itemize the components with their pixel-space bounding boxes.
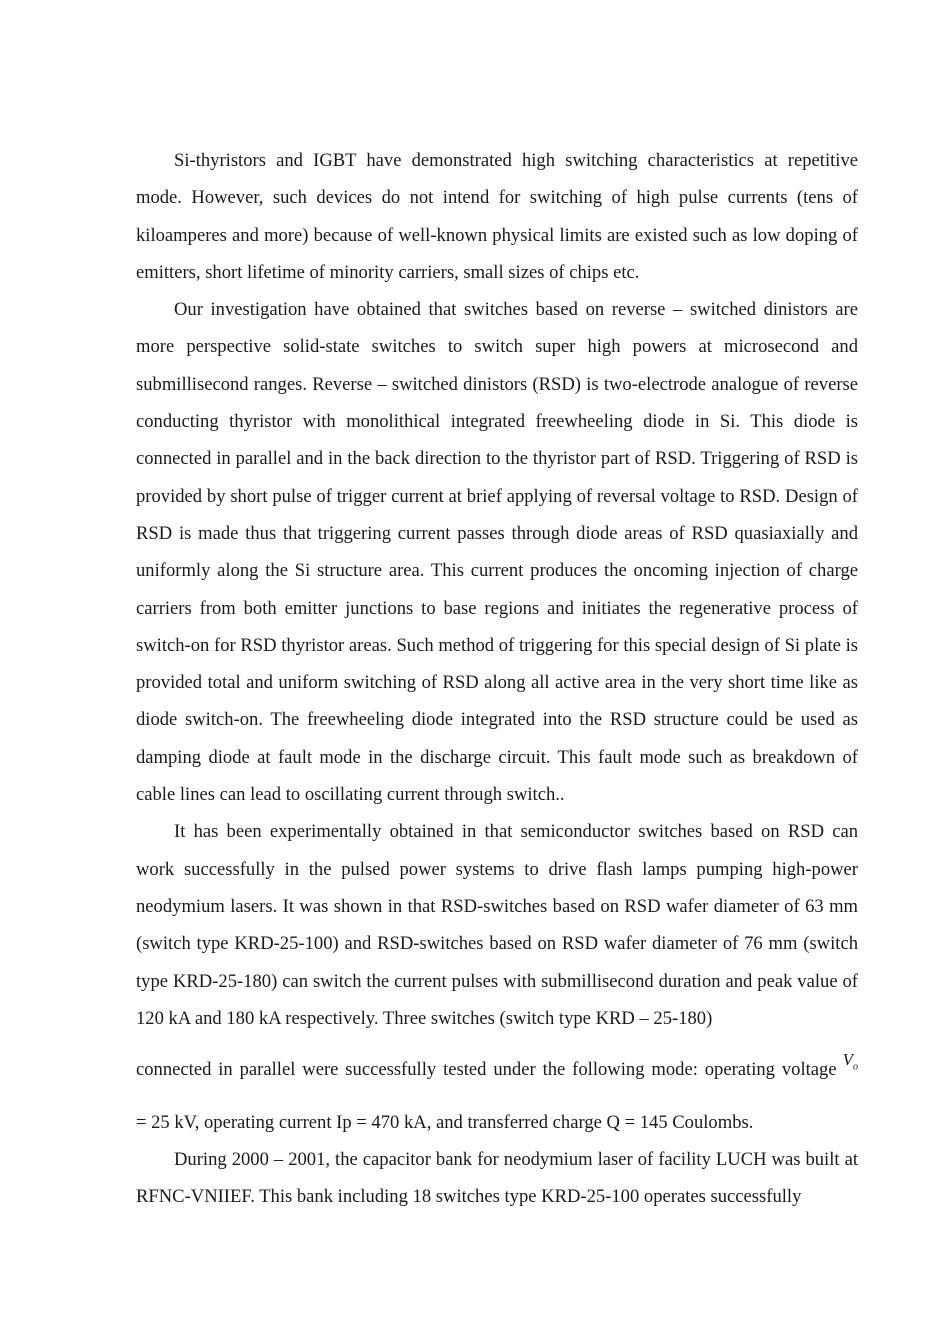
paragraph-operating-values: = 25 kV, operating current Ip = 470 kA, and transferred charge Q = 145 Coulombs. <box>136 1111 754 1133</box>
paragraph-rsd-description: Our investigation have obtained that switches based on reverse – switched dinistors are more perspective solid-state switches to switch super high powers at microsecond and submillisecond ranges. Reverse – switched dinistors (RSD) is two-electrode analogue of reverse conducting thyristor with monolithical integrated freewheeling diode in Si. This diode is connected in parallel and in the back direction to the thyristor part of RSD. Triggering of RSD is provided by short pulse of trigger current at brief applying of reversal voltage to RSD. Design of RSD is made thus that triggering current passes through diode areas of RSD quasiaxially and uniformly along the Si structure area. This current produces the oncoming injection of charge carriers from both emitter junctions to base regions and initiates the regenerative process of switch-on for RSD thyristor areas. Such method of triggering for this special design of Si plate is provided total and uniform switching of RSD along all active area in the very short time like as diode switch-on. The freewheeling diode integrated into the RSD structure could be used as damping diode at fault mode in the discharge circuit. This fault mode such as breakdown of cable lines can lead to oscillating current through switch.. <box>136 299 858 806</box>
formula-subscript: o <box>853 1061 858 1073</box>
formula-symbol: V <box>842 1050 853 1070</box>
paragraph-rsd-experiments: It has been experimentally obtained in that semiconductor switches based on RSD can work successfully in the pulsed power systems to drive flash lamps pumping high-power neodymium lasers. It was shown in that RSD-switches based on RSD wafer diameter of 63 mm (switch type KRD-25-100) and RSD-switches based on RSD wafer diameter of 76 mm (switch type KRD-25-180) can switch the current pulses with submillisecond duration and peak value of 120 kA and 180 kA respectively. Three switches (switch type KRD – 25-180) <box>136 821 858 1029</box>
paragraph-luch-facility: During 2000 – 2001, the capacitor bank for neodymium laser of facility LUCH was built at RFNC-VNIIEF. This bank including 18 switches type KRD-25-100 operates successfully <box>136 1149 858 1208</box>
operating-voltage-text: connected in parallel were successfully tested under the following mode: operating voltage <box>136 1059 837 1081</box>
voltage-formula <box>837 1050 858 1073</box>
paragraph-operating-voltage-line <box>136 1051 858 1096</box>
paragraph-thyristors-igbt: Si-thyristors and IGBT have demonstrated high switching characteristics at repetitive mode. However, such devices do not intend for switching of high pulse currents (tens of kiloamperes and more) because of well-known physical limits are existed such as low doping of emitters, short lifetime of minority carriers, small sizes of chips etc. <box>136 150 858 283</box>
document-page <box>136 142 858 1216</box>
